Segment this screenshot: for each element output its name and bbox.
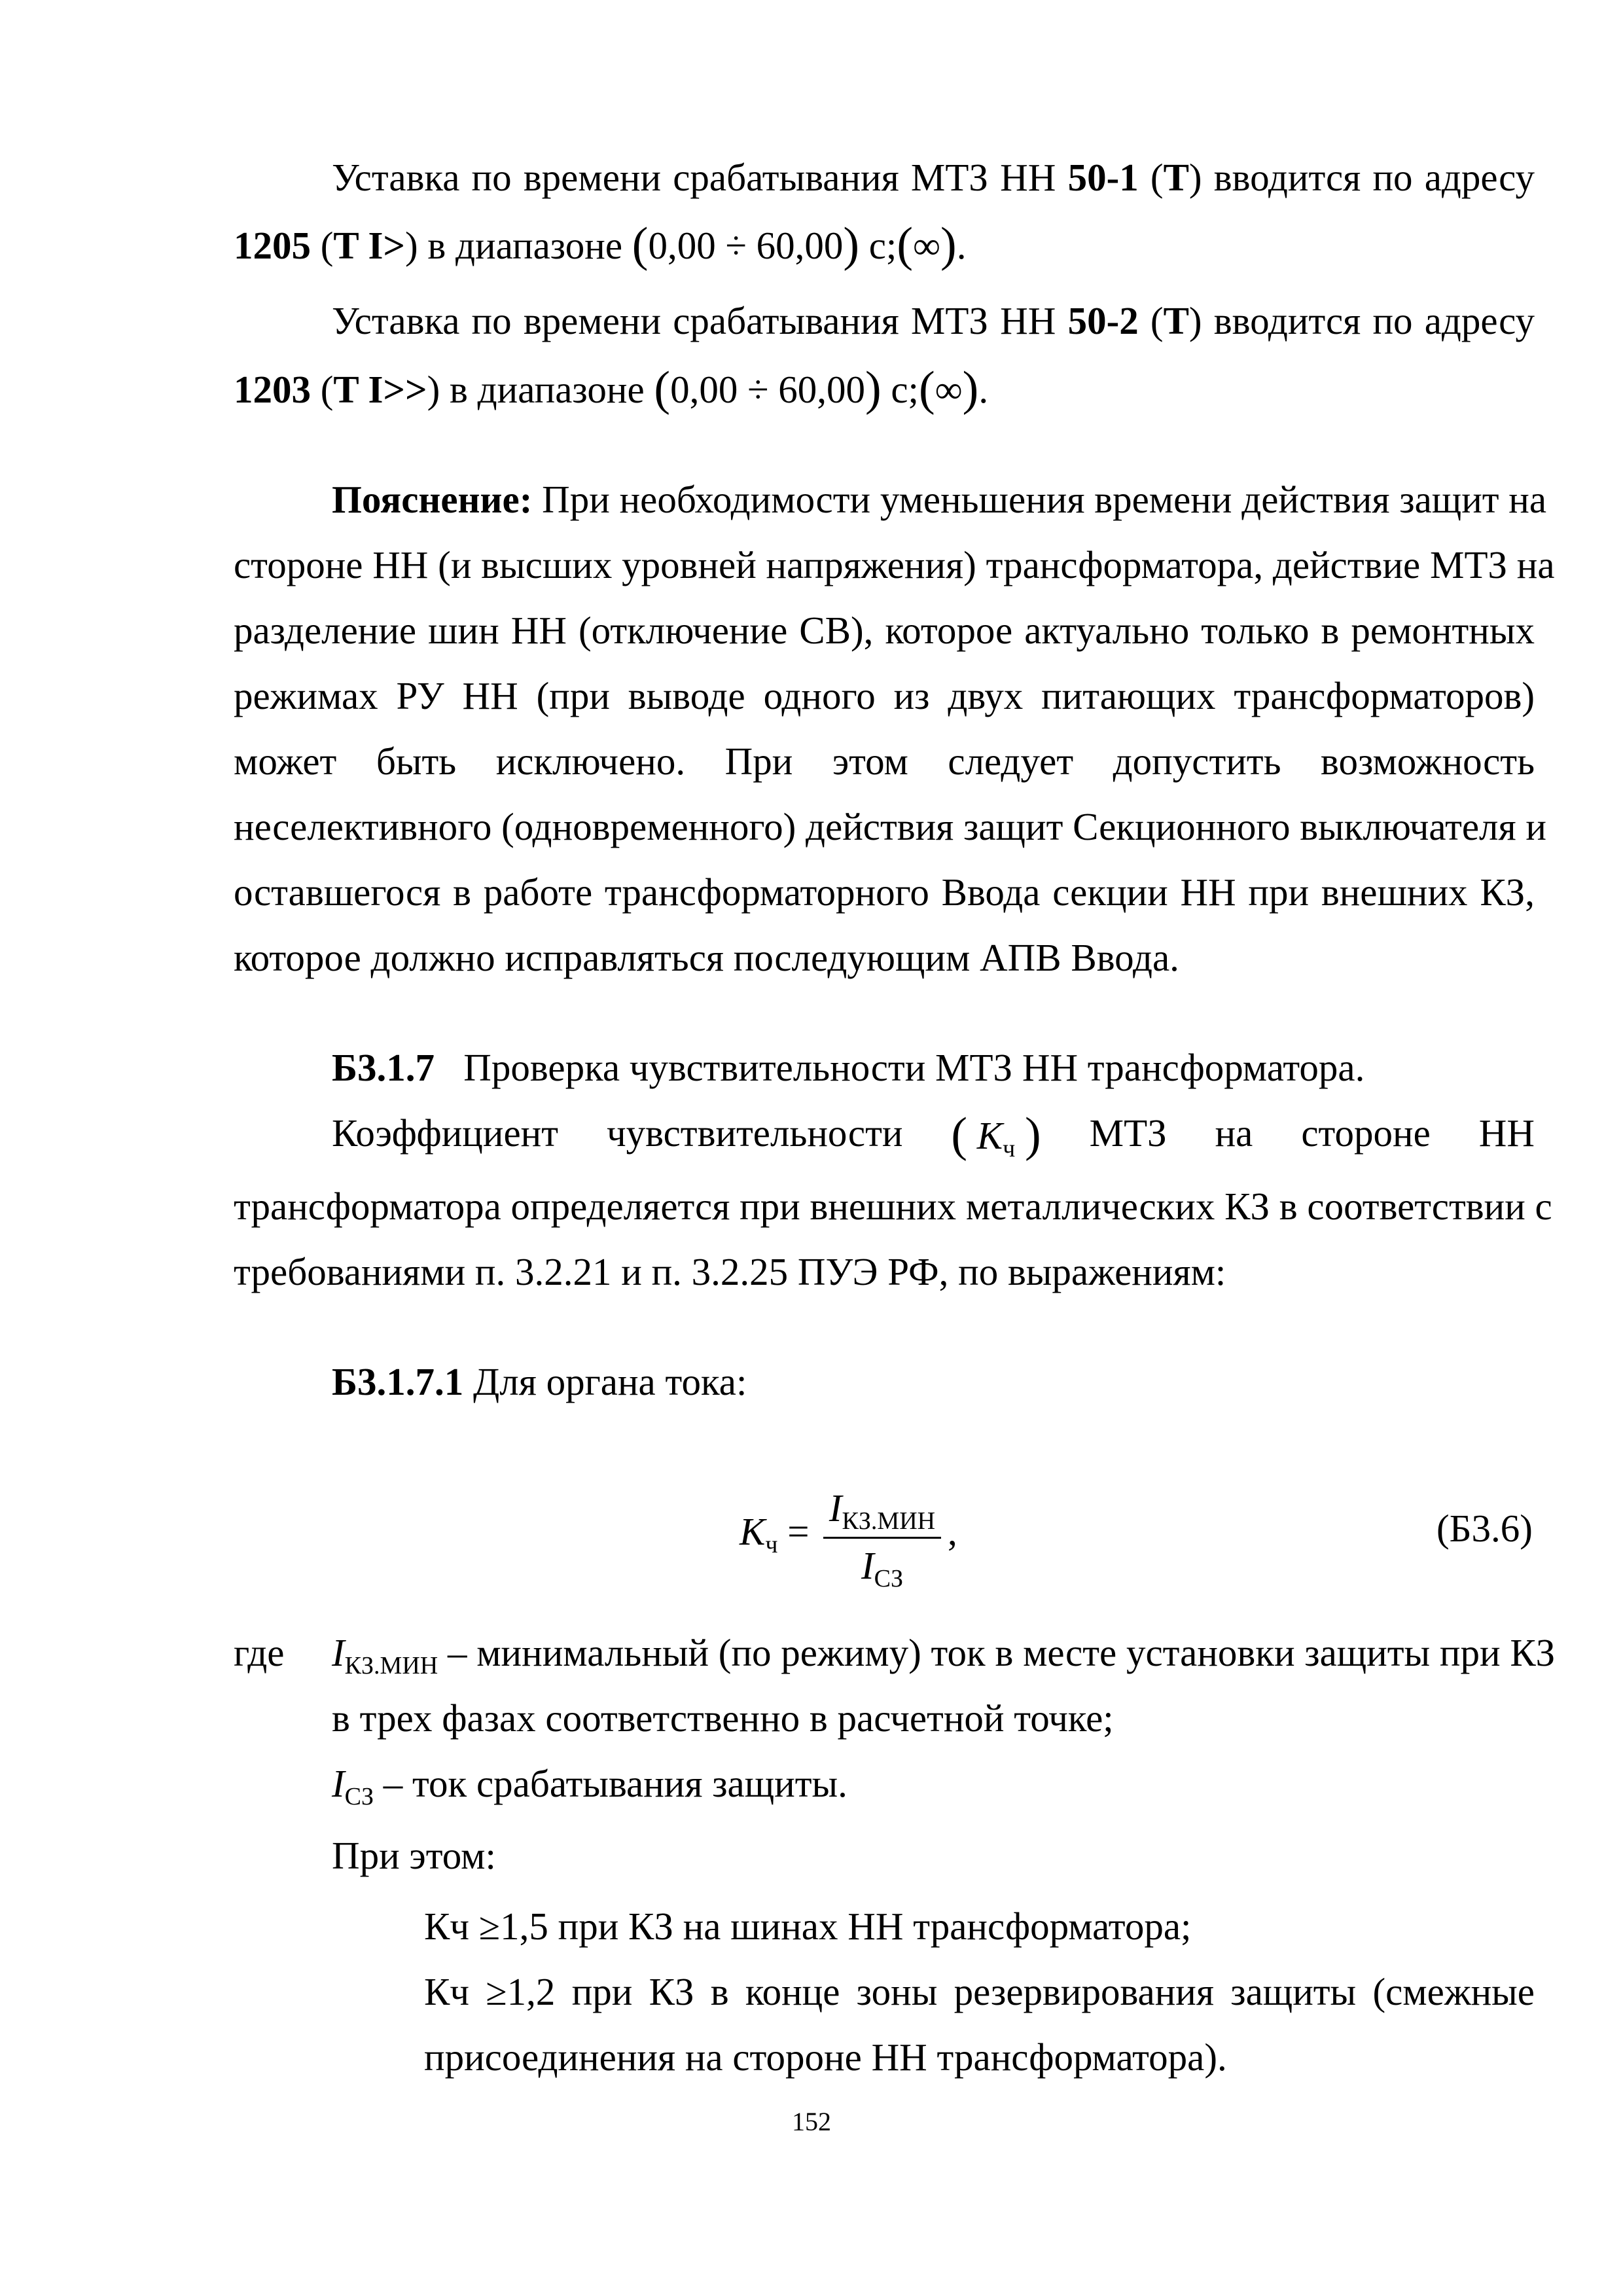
subsection-title: Для органа тока: [473, 1360, 747, 1403]
note-line4: режимах РУ НН (при выводе одного из двух питающих трансформаторов) [234, 674, 1535, 717]
p2-line2: 1203 (T I>>) в диапазоне (0,00 ÷ 60,00) с;(∞). [234, 362, 989, 416]
note-label: Пояснение: [332, 478, 533, 521]
condition-2: Кч ≥1,2 при КЗ в конце зоны резервирования защиты (смежные [424, 1970, 1535, 2013]
formula-number: (Б3.6) [1436, 1507, 1533, 1550]
formula-denominator: $I_{СЗ}$ [861, 1544, 904, 1592]
p2-line1: Уставка по времени срабатывания МТЗ НН 50-2 (Т) вводится по адресу [332, 299, 1535, 342]
p1-line2: 1205 (T I>) в диапазоне (0,00 ÷ 60,00) с;(∞). [234, 218, 967, 272]
condition-1: Кч ≥1,5 при КЗ на шинах НН трансформатора; [424, 1905, 1192, 1948]
section-number: Б3.1.7 [332, 1046, 435, 1089]
condition-2-cont: присоединения на стороне НН трансформатора). [424, 2036, 1227, 2079]
note-line2: стороне НН (и высших уровней напряжения) трансформатора, действие МТЗ на [234, 543, 1555, 586]
note-line3: разделение шин НН (отключение СВ), которое актуально только в ремонтных [234, 609, 1535, 652]
coef-line1: Коэффициент чувствительности ( $K_ч$ ) МТЗ на стороне НН [332, 1108, 1535, 1162]
formula-numerator: $I_{КЗ.МИН}$ [829, 1486, 936, 1535]
p1-line1: Уставка по времени срабатывания МТЗ НН 50-1 (Т) вводится по адресу [332, 156, 1535, 199]
coef-line3: требованиями п. 3.2.21 и п. 3.2.25 ПУЭ РФ, по выражениям: [234, 1250, 1226, 1293]
subsection-number: Б3.1.7.1 [332, 1360, 464, 1403]
note-line6: неселективного (одновременного) действия защит Секционного выключателя и [234, 805, 1546, 848]
note-line7: оставшегося в работе трансформаторного Ввода секции НН при внешних КЗ, [234, 870, 1535, 914]
where-then: При этом: [332, 1834, 496, 1877]
formula-fraction [823, 1486, 941, 1592]
coef-line2: трансформатора определяется при внешних металлических КЗ в соответствии с [234, 1185, 1552, 1228]
note-line1: Пояснение: При необходимости уменьшения времени действия защит на [332, 478, 1547, 521]
fraction-bar [823, 1537, 941, 1539]
where-term1: $I_{КЗ.МИН}$ – минимальный (по режиму) ток в месте установки защиты при КЗ [332, 1631, 1556, 1679]
formula-comma: , [948, 1510, 957, 1553]
section-heading [332, 1045, 1364, 1090]
page-number: 152 [792, 2107, 831, 2136]
subsection-heading [332, 1359, 747, 1405]
formula-lhs: $K_ч$ = [740, 1510, 810, 1558]
section-title: Проверка чувствительности МТЗ НН трансформатора. [463, 1046, 1365, 1089]
note-line5: может быть исключено. При этом следует допустить возможность [234, 740, 1535, 783]
where-label: где [234, 1631, 285, 1674]
where-term1-cont: в трех фазах соответственно в расчетной точке; [332, 1696, 1114, 1740]
where-term2: $I_{СЗ}$ – ток срабатывания защиты. [332, 1762, 847, 1810]
note-line8: которое должно исправляться последующим АПВ Ввода. [234, 936, 1179, 979]
